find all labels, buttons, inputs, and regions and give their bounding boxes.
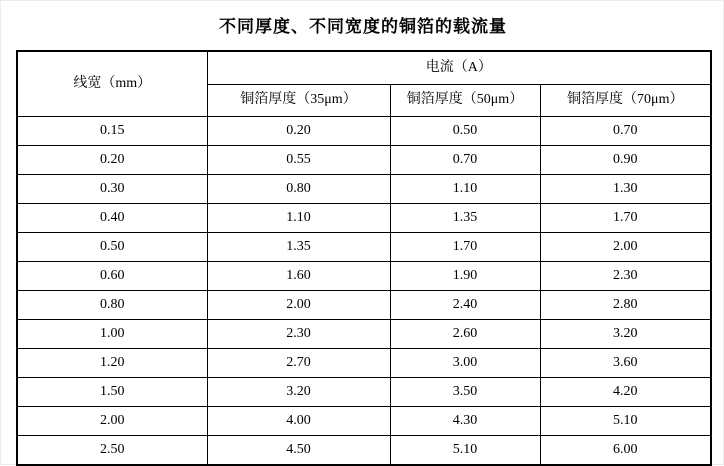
current-value-cell: 3.20 — [540, 320, 711, 349]
line-width-cell: 0.20 — [17, 146, 207, 175]
current-value-cell: 4.50 — [207, 436, 390, 466]
current-value-cell: 0.20 — [207, 117, 390, 146]
line-width-cell: 1.50 — [17, 378, 207, 407]
header-current-group: 电流（A） — [207, 51, 711, 84]
current-value-cell: 0.50 — [390, 117, 540, 146]
current-value-cell: 1.10 — [390, 175, 540, 204]
current-value-cell: 1.10 — [207, 204, 390, 233]
table-row — [17, 436, 711, 466]
table-row — [17, 349, 711, 378]
line-width-cell: 0.60 — [17, 262, 207, 291]
header-thickness-70um: 铜箔厚度（70μm） — [540, 84, 711, 117]
table-row — [17, 204, 711, 233]
current-value-cell: 0.70 — [540, 117, 711, 146]
current-value-cell: 0.70 — [390, 146, 540, 175]
header-thickness-35um: 铜箔厚度（35μm） — [207, 84, 390, 117]
current-value-cell: 2.60 — [390, 320, 540, 349]
line-width-cell: 2.50 — [17, 436, 207, 466]
line-width-cell: 0.80 — [17, 291, 207, 320]
line-width-cell: 0.15 — [17, 117, 207, 146]
line-width-cell: 2.00 — [17, 407, 207, 436]
line-width-cell: 1.20 — [17, 349, 207, 378]
current-value-cell: 4.30 — [390, 407, 540, 436]
current-value-cell: 1.30 — [540, 175, 711, 204]
current-value-cell: 1.70 — [390, 233, 540, 262]
table-row — [17, 407, 711, 436]
table-row — [17, 320, 711, 349]
current-value-cell: 4.20 — [540, 378, 711, 407]
table-row — [17, 233, 711, 262]
current-value-cell: 6.00 — [540, 436, 711, 466]
header-row-group — [17, 51, 711, 84]
table-row — [17, 378, 711, 407]
current-value-cell: 3.50 — [390, 378, 540, 407]
table-row — [17, 291, 711, 320]
current-value-cell: 0.90 — [540, 146, 711, 175]
current-value-cell: 0.55 — [207, 146, 390, 175]
current-value-cell: 1.70 — [540, 204, 711, 233]
current-value-cell: 0.80 — [207, 175, 390, 204]
header-thickness-50um: 铜箔厚度（50μm） — [390, 84, 540, 117]
current-value-cell: 2.70 — [207, 349, 390, 378]
current-value-cell: 2.30 — [207, 320, 390, 349]
current-value-cell: 1.35 — [207, 233, 390, 262]
current-value-cell: 1.35 — [390, 204, 540, 233]
current-value-cell: 2.30 — [540, 262, 711, 291]
line-width-cell: 0.50 — [17, 233, 207, 262]
current-value-cell: 2.00 — [207, 291, 390, 320]
line-width-cell: 0.40 — [17, 204, 207, 233]
table-row — [17, 117, 711, 146]
current-value-cell: 4.00 — [207, 407, 390, 436]
line-width-cell: 1.00 — [17, 320, 207, 349]
current-value-cell: 1.60 — [207, 262, 390, 291]
header-line-width: 线宽（mm） — [17, 51, 207, 117]
table-header — [17, 51, 711, 117]
current-value-cell: 3.60 — [540, 349, 711, 378]
copper-foil-current-table — [16, 50, 712, 466]
line-width-cell: 0.30 — [17, 175, 207, 204]
table-row — [17, 146, 711, 175]
current-value-cell: 2.40 — [390, 291, 540, 320]
page-title: 不同厚度、不同宽度的铜箔的载流量 — [219, 17, 507, 36]
current-value-cell: 3.00 — [390, 349, 540, 378]
table-row — [17, 262, 711, 291]
current-value-cell: 2.80 — [540, 291, 711, 320]
table-row — [17, 175, 711, 204]
table-body — [17, 117, 711, 466]
current-value-cell: 5.10 — [540, 407, 711, 436]
current-value-cell: 3.20 — [207, 378, 390, 407]
current-value-cell: 2.00 — [540, 233, 711, 262]
current-value-cell: 5.10 — [390, 436, 540, 466]
current-value-cell: 1.90 — [390, 262, 540, 291]
